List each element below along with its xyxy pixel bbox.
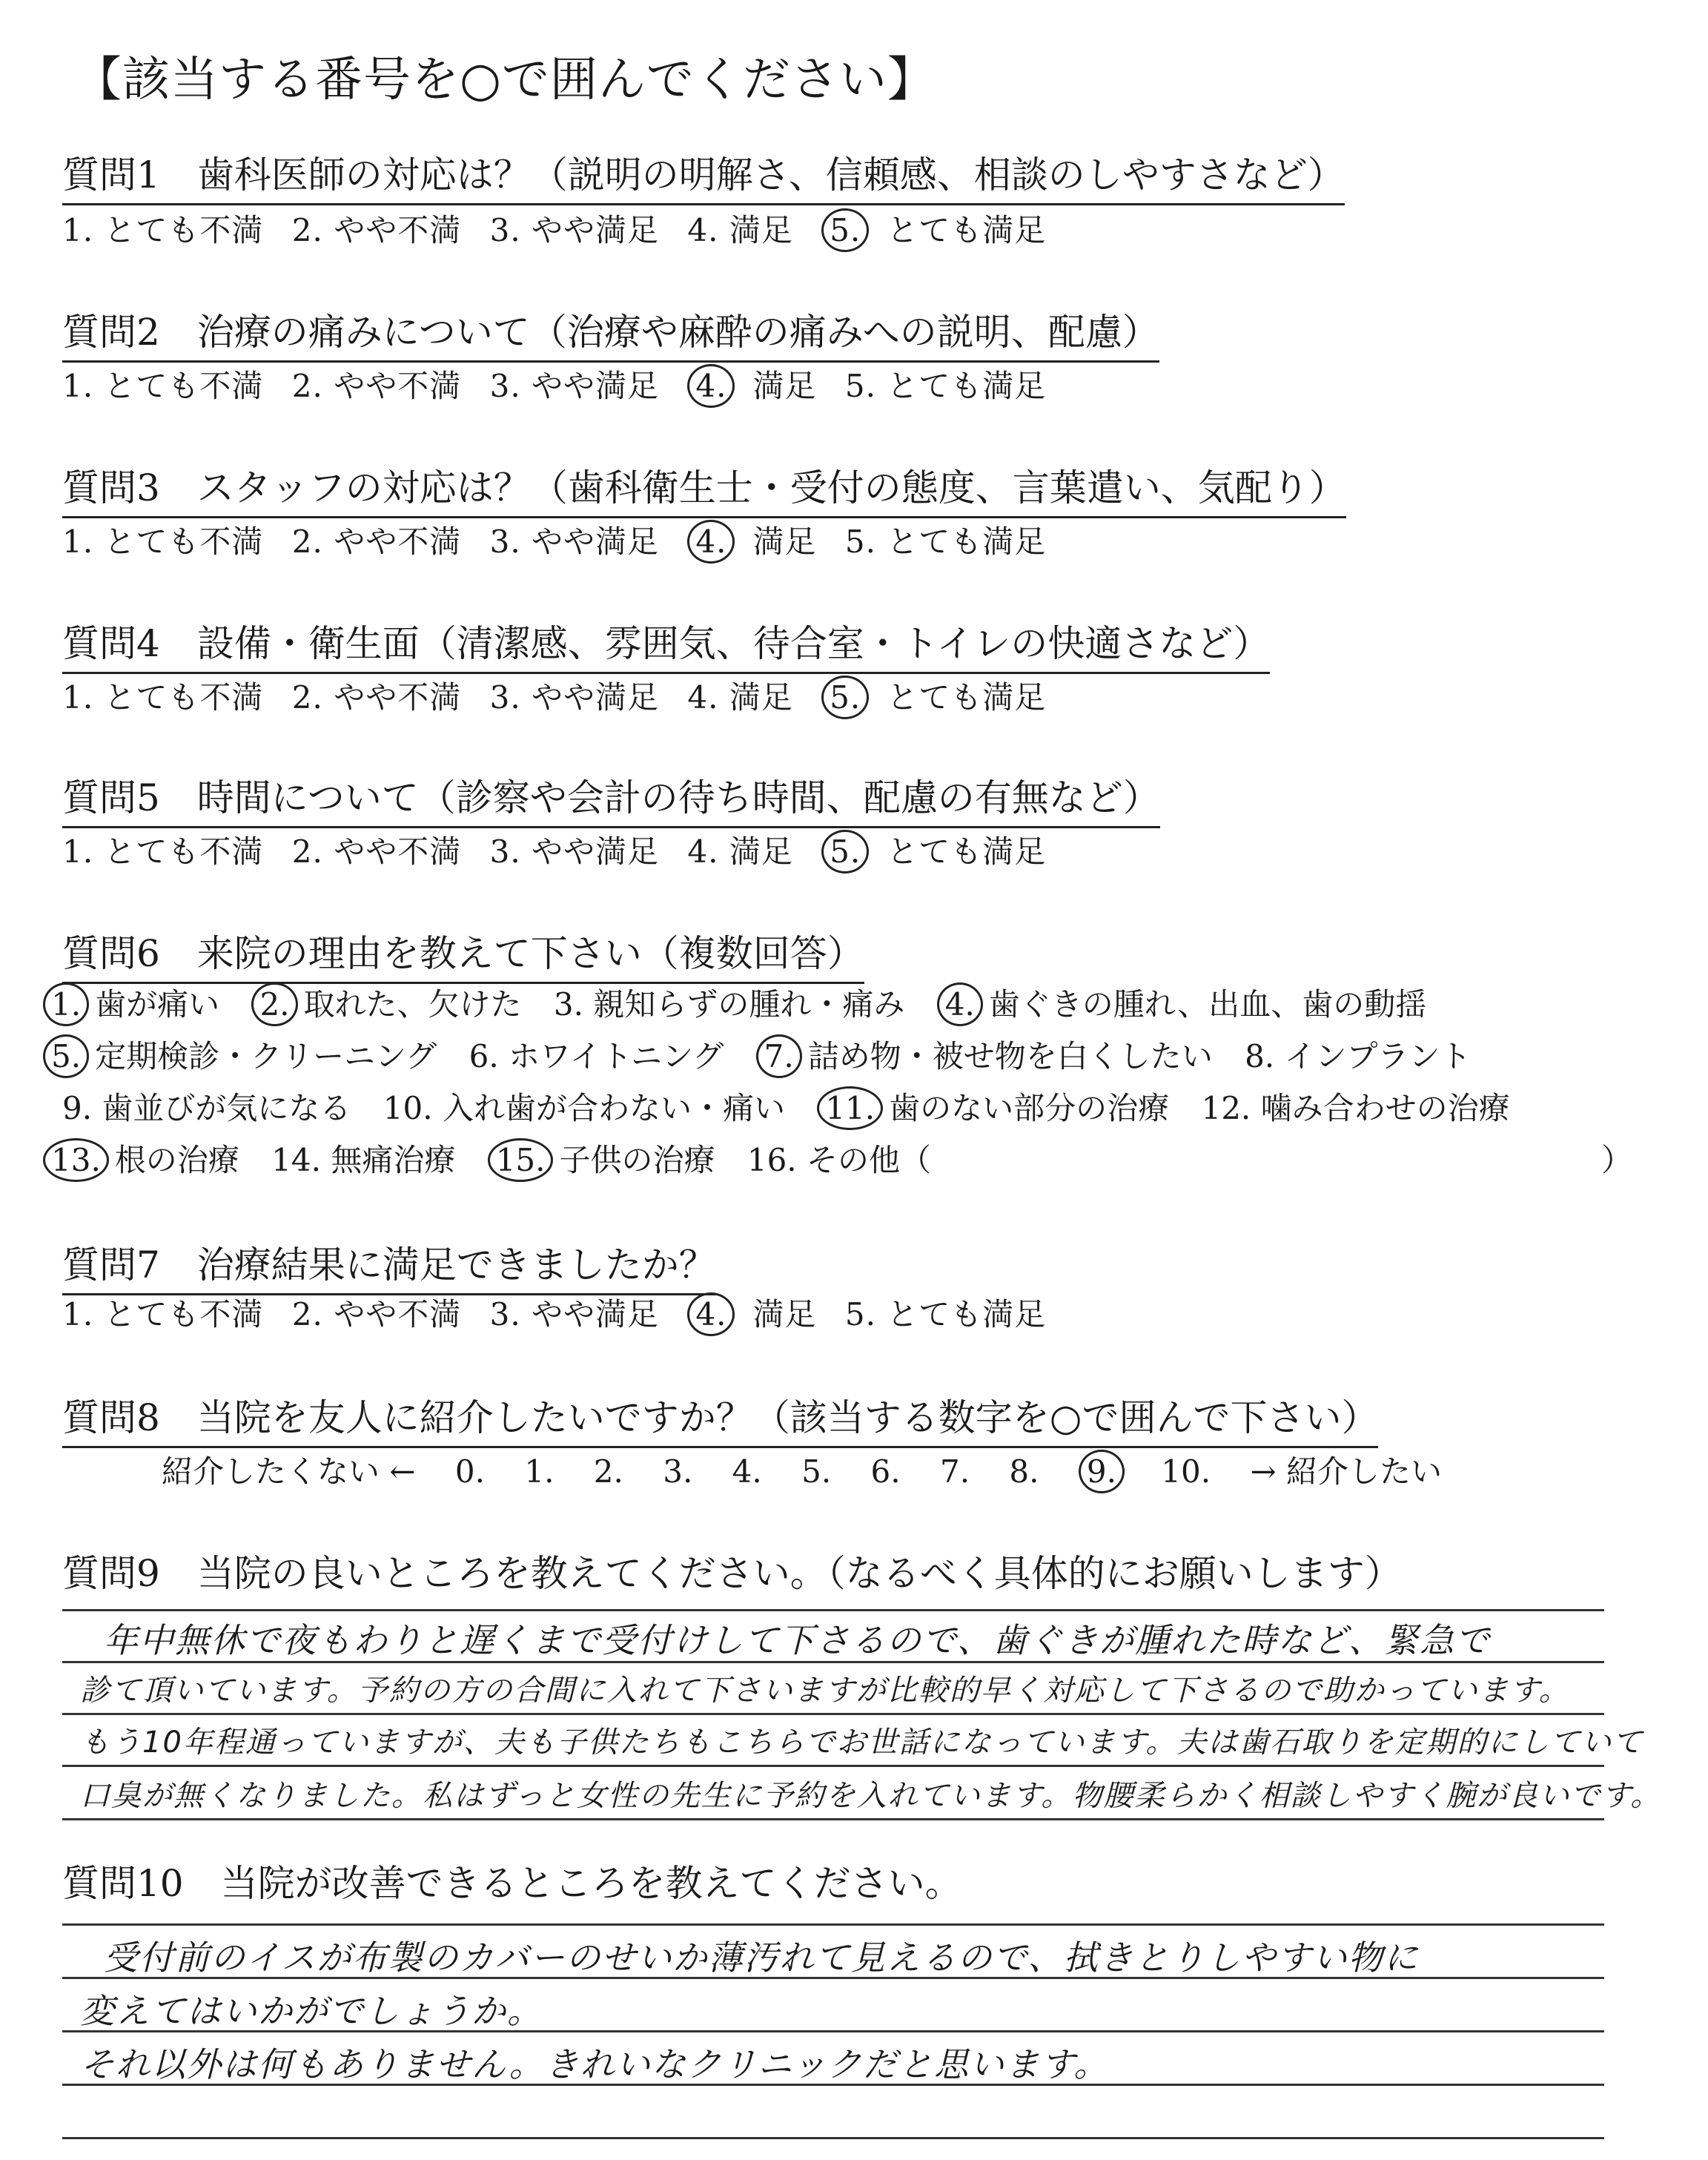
q6-opt11-label: 歯のない部分の治療 [889, 1090, 1170, 1126]
q8-num-5[interactable]: 5. [801, 1453, 832, 1490]
q1-opt1[interactable]: 1. とても不満 [62, 212, 264, 248]
q10-title: 質問10 当院が改善できるところを教えてください。 [62, 1862, 962, 1905]
q6-opt12[interactable]: 12. 噛み合わせの治療 [1201, 1090, 1510, 1126]
q10-rule-5 [62, 2137, 1604, 2139]
q7-opt5[interactable]: 5. とても満足 [844, 1296, 1047, 1332]
q1-opt5-label: とても満足 [887, 212, 1047, 248]
q6-opt10[interactable]: 10. 入れ歯が合わない・痛い [383, 1090, 785, 1126]
q4-opt3[interactable]: 3. やや満足 [489, 679, 660, 716]
q9-answer-line-1[interactable]: 年中無休で夜もわりと遅くまで受付けして下さるので、歯ぐきが腫れた時など、緊急で [104, 1620, 1492, 1660]
q6-opt1-circled[interactable]: 1. [43, 982, 89, 1026]
q1-scale [62, 206, 1064, 252]
q6-opt4-circled[interactable]: 4. [937, 982, 983, 1026]
q4-opt5-label: とても満足 [887, 679, 1047, 716]
q9-answer-line-2[interactable]: 診て頂いています。予約の方の合間に入れて下さいますが比較的早く対応して下さるので助かっています。 [80, 1674, 1570, 1708]
q9-rule-5 [62, 1818, 1604, 1820]
q3-opt4-circled[interactable]: 4. [687, 520, 735, 564]
q8-num-2[interactable]: 2. [593, 1453, 623, 1490]
q5-opt1[interactable]: 1. とても不満 [62, 833, 264, 870]
q8-num-10[interactable]: 10. [1161, 1453, 1211, 1490]
q8-scale [162, 1447, 1472, 1493]
q3-opt2[interactable]: 2. やや不満 [291, 524, 462, 560]
q5-opt2[interactable]: 2. やや不満 [291, 833, 462, 870]
q8-left-label: 紹介したくない ← [162, 1453, 416, 1490]
q2-opt3[interactable]: 3. やや満足 [489, 368, 660, 404]
q7-opt4-label: 満足 [752, 1296, 817, 1332]
q4-scale [62, 673, 1064, 719]
q3-opt5[interactable]: 5. とても満足 [844, 524, 1047, 560]
q3-title: 質問3 スタッフの対応は？（歯科衛生士・受付の態度、言葉遣い、気配り） [62, 458, 1346, 518]
q6-opt4-label: 歯ぐきの腫れ、出血、歯の動揺 [988, 986, 1427, 1023]
q9-rule-4 [62, 1765, 1604, 1767]
q6-opt9[interactable]: 9. 歯並びが気になる [62, 1090, 351, 1126]
q7-scale [62, 1290, 1064, 1336]
q9-answer-line-4[interactable]: 口臭が無くなりました。私はずっと女性の先生に予約を入れています。物腰柔らかく相談しやすく腕が良いです。 [80, 1779, 1662, 1813]
q3-opt4-label: 満足 [752, 524, 817, 560]
q8-num-0[interactable]: 0. [454, 1453, 485, 1490]
q2-scale [62, 362, 1064, 408]
q6-opt2-label: 取れた、欠けた [303, 986, 522, 1023]
q4-opt5-circled[interactable]: 5. [821, 676, 869, 719]
q10-answer-line-1[interactable]: 受付前のイスが布製のカバーのせいか薄汚れて見えるので、拭きとりしやすい物に [104, 1938, 1420, 1978]
q6-opt7-circled[interactable]: 7. [756, 1034, 802, 1078]
q8-num-3[interactable]: 3. [663, 1453, 693, 1490]
q2-opt1[interactable]: 1. とても不満 [62, 368, 264, 404]
q4-opt1[interactable]: 1. とても不満 [62, 679, 264, 716]
q2-opt4-circled[interactable]: 4. [687, 364, 735, 408]
q6-opt14[interactable]: 14. 無痛治療 [271, 1142, 456, 1178]
q4-opt2[interactable]: 2. やや不満 [291, 679, 462, 716]
q3-scale [62, 518, 1064, 564]
q10-answer-line-3[interactable]: それ以外は何もありません。きれいなクリニックだと思います。 [80, 2044, 1110, 2084]
q6-opt2-circled[interactable]: 2. [251, 982, 297, 1026]
q4-title: 質問4 設備・衛生面（清潔感、雰囲気、待合室・トイレの快適さなど） [62, 614, 1270, 674]
q1-title: 質問1 歯科医師の対応は？（説明の明解さ、信頼感、相談のしやすさなど） [62, 145, 1345, 205]
q2-opt5[interactable]: 5. とても満足 [844, 368, 1047, 404]
q6-opt7-label: 詰め物・被せ物を白くしたい [807, 1038, 1213, 1074]
q6-title: 質問6 来院の理由を教えて下さい（複数回答） [62, 924, 864, 984]
q8-title: 質問8 当院を友人に紹介したいですか？（該当する数字を○で囲んで下さい） [62, 1388, 1378, 1448]
q9-answer-line-3[interactable]: もう10年程通っていますが、夫も子供たちもこちらでお世話になっています。夫は歯石取りを定期的にしていて [80, 1725, 1644, 1760]
q8-num-9-circled[interactable]: 9. [1079, 1450, 1125, 1493]
q1-opt2[interactable]: 2. やや不満 [291, 212, 462, 248]
q8-num-6[interactable]: 6. [870, 1453, 901, 1490]
q6-opt13-label: 根の治療 [114, 1142, 239, 1178]
q7-opt4-circled[interactable]: 4. [687, 1292, 735, 1336]
q6-opt15-label: 子供の治療 [559, 1142, 715, 1178]
q6-opt1-label: 歯が痛い [95, 986, 220, 1023]
q9-title: 質問9 当院の良いところを教えてください。（なるべく具体的にお願いします） [62, 1552, 1402, 1595]
q5-title: 質問5 時間について（診察や会計の待ち時間、配慮の有無など） [62, 768, 1160, 828]
q3-opt1[interactable]: 1. とても不満 [62, 524, 264, 560]
q6-opt3[interactable]: 3. 親知らずの腫れ・痛み [553, 986, 905, 1023]
q6-row2 [43, 1032, 1494, 1078]
q6-opt13-circled[interactable]: 13. [43, 1138, 109, 1182]
q4-opt4[interactable]: 4. 満足 [687, 679, 793, 716]
q10-answer-line-2[interactable]: 変えてはいかがでしょうか。 [80, 1991, 543, 2031]
q6-opt15-circled[interactable]: 15. [488, 1138, 554, 1182]
q6-opt8[interactable]: 8. インプラント [1245, 1038, 1472, 1074]
q8-num-1[interactable]: 1. [524, 1453, 555, 1490]
q7-opt1[interactable]: 1. とても不満 [62, 1296, 264, 1332]
q1-opt5-circled[interactable]: 5. [821, 208, 869, 252]
q7-opt3[interactable]: 3. やや満足 [489, 1296, 660, 1332]
q5-opt5-circled[interactable]: 5. [821, 830, 869, 873]
q6-opt11-circled[interactable]: 11. [817, 1086, 883, 1130]
q6-opt5-label: 定期検診・クリーニング [95, 1038, 437, 1074]
q6-other-close-paren: ） [1601, 1142, 1633, 1178]
q5-opt5-label: とても満足 [887, 833, 1047, 870]
q2-opt2[interactable]: 2. やや不満 [291, 368, 462, 404]
q2-title: 質問2 治療の痛みについて（治療や麻酔の痛みへの説明、配慮） [62, 303, 1159, 363]
q9-rule-3 [62, 1713, 1604, 1715]
q6-row3 [62, 1084, 1532, 1130]
q5-scale [62, 828, 1064, 873]
q6-row1 [43, 980, 1449, 1026]
q1-opt4[interactable]: 4. 満足 [687, 212, 793, 248]
q1-opt3[interactable]: 3. やや満足 [489, 212, 660, 248]
q10-rule-1 [62, 1923, 1604, 1926]
q6-opt5-circled[interactable]: 5. [43, 1034, 89, 1078]
q6-row4 [43, 1136, 953, 1182]
q3-opt3[interactable]: 3. やや満足 [489, 524, 660, 560]
q6-opt16[interactable]: 16. その他（ [747, 1142, 932, 1178]
q6-opt6[interactable]: 6. ホワイトニング [469, 1038, 724, 1074]
q5-opt3[interactable]: 3. やや満足 [489, 833, 660, 870]
q8-num-4[interactable]: 4. [732, 1453, 762, 1490]
q8-num-8[interactable]: 8. [1009, 1453, 1039, 1490]
q2-opt4-label: 満足 [752, 368, 817, 404]
q5-opt4[interactable]: 4. 満足 [687, 833, 793, 870]
q8-num-7[interactable]: 7. [939, 1453, 970, 1490]
q7-title: 質問7 治療結果に満足できましたか？ [62, 1235, 716, 1295]
q8-right-label: → 紹介したい [1250, 1453, 1442, 1490]
page-header: 【該当する番号を○で囲んでください】 [74, 53, 936, 108]
q7-opt2[interactable]: 2. やや不満 [291, 1296, 462, 1332]
q9-rule-1 [62, 1609, 1604, 1611]
